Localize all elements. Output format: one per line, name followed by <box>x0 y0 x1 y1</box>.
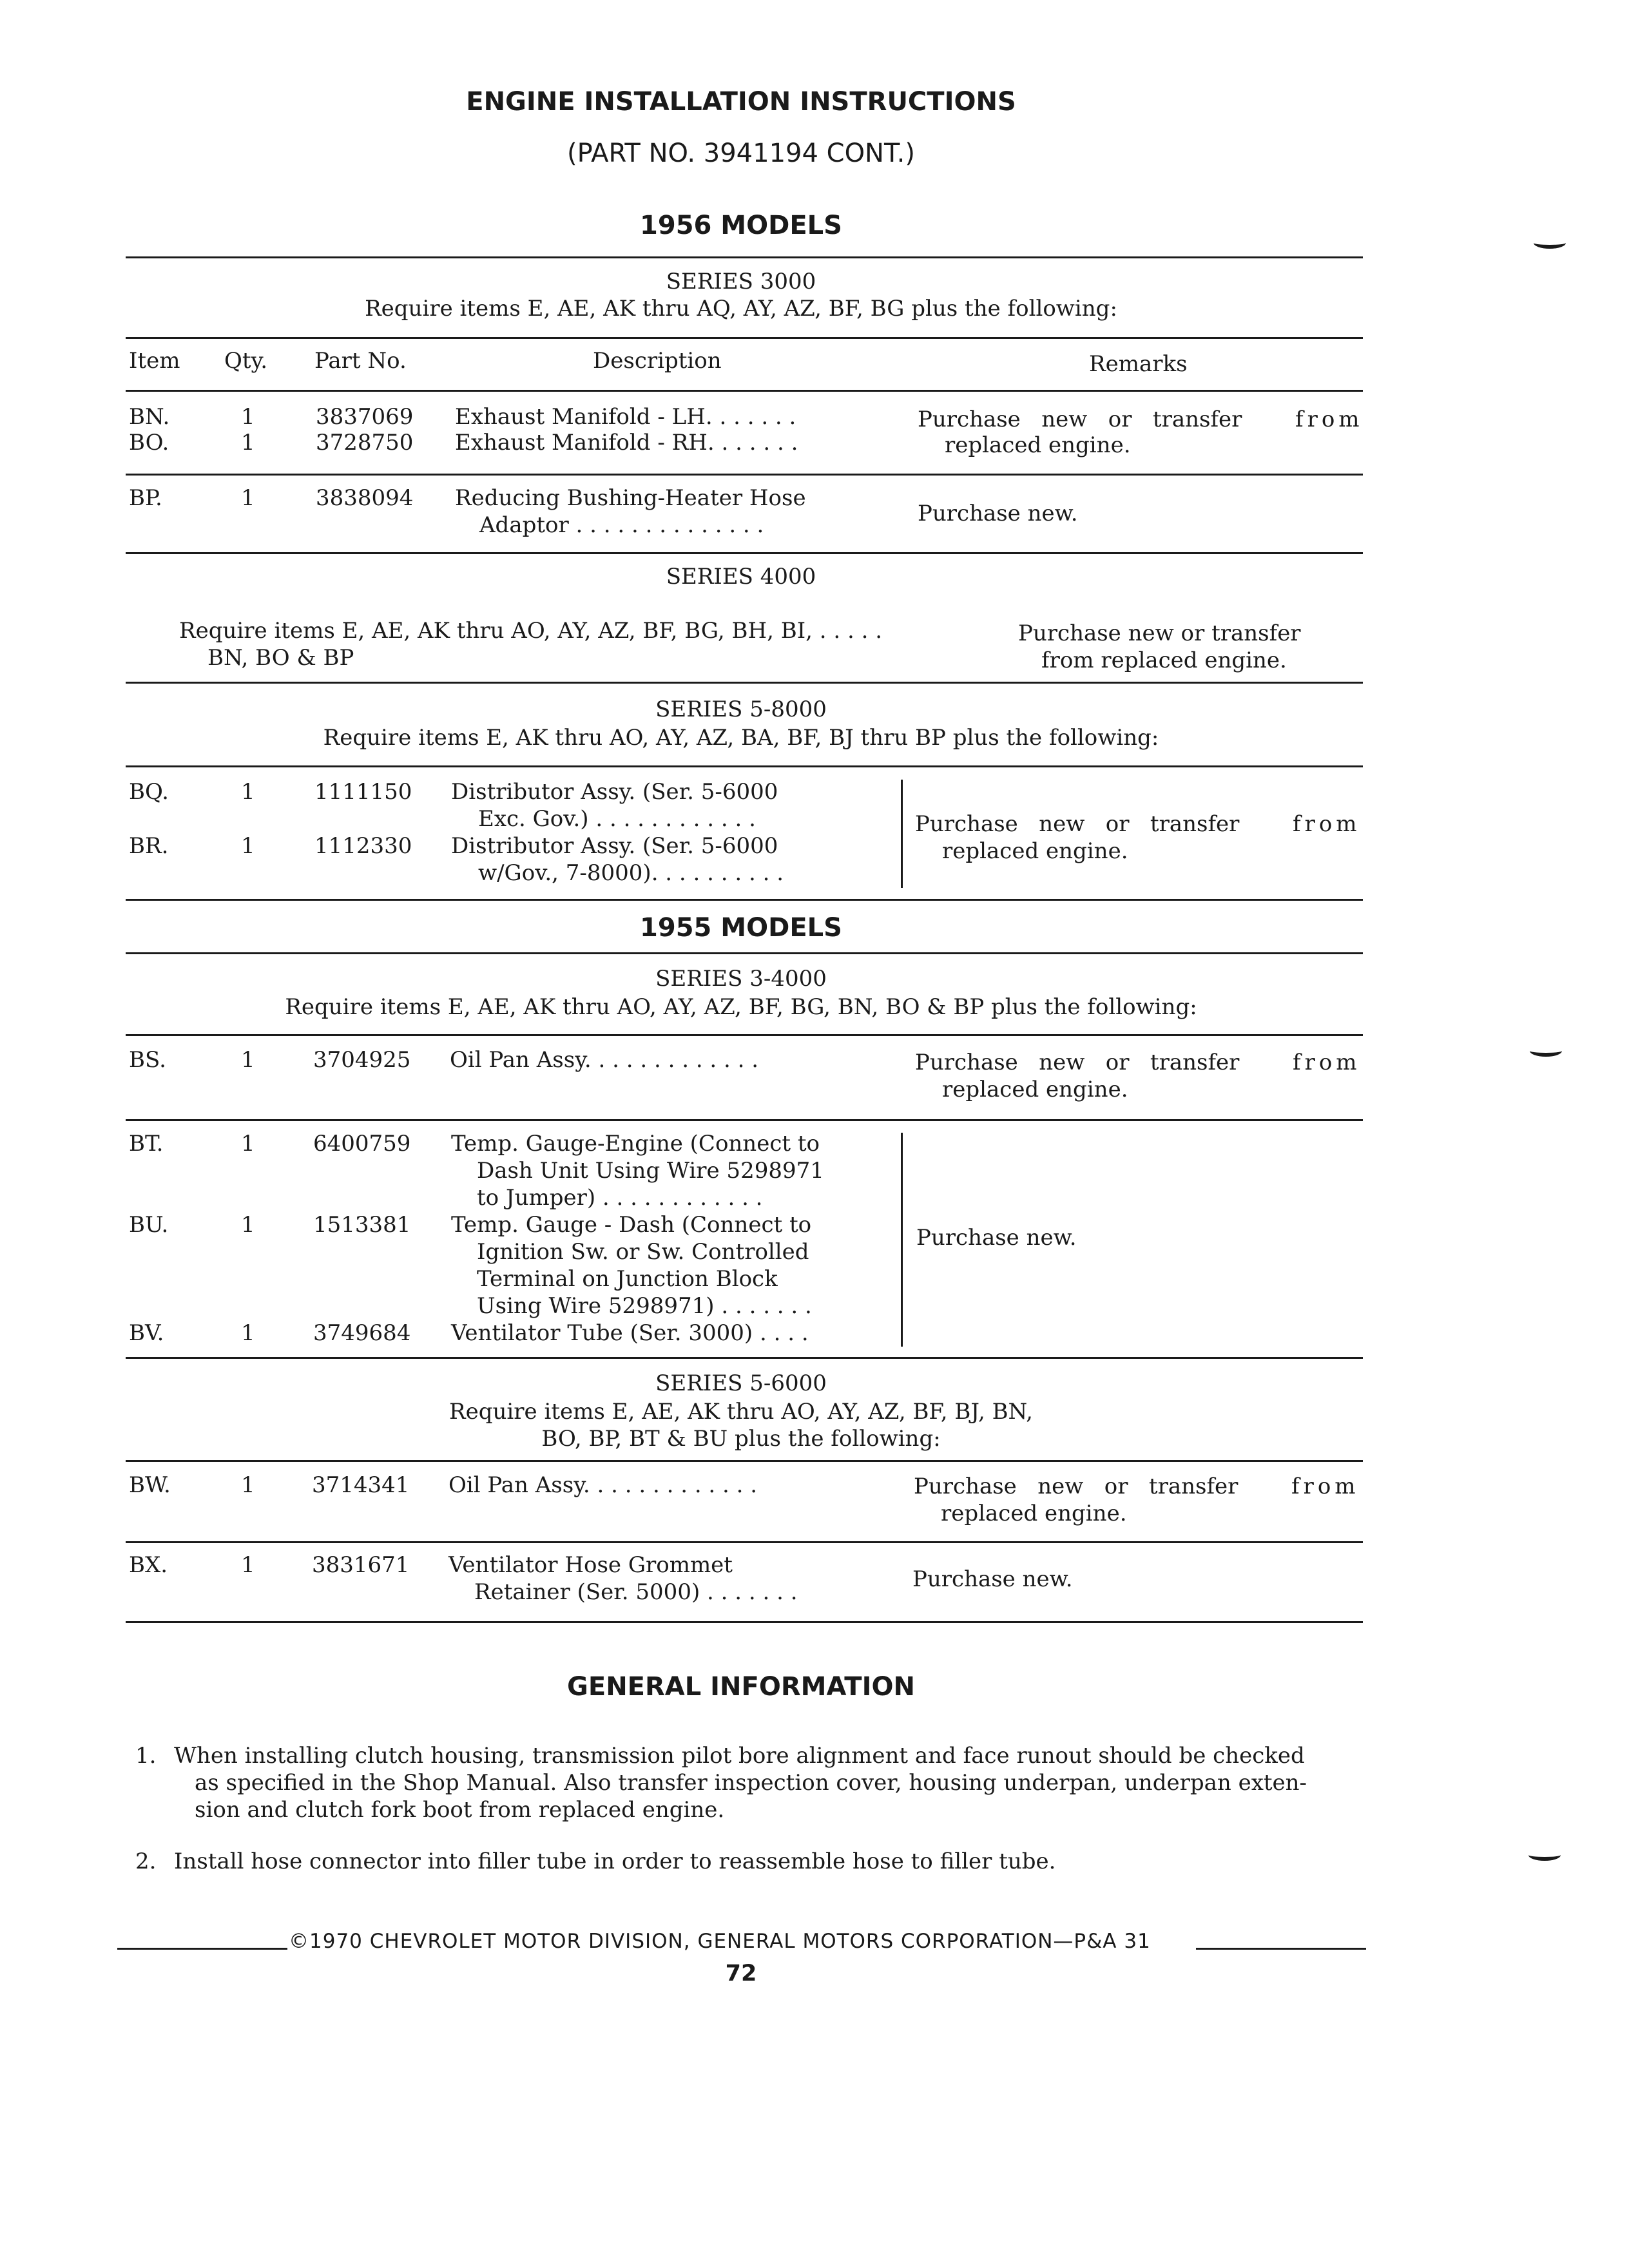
divider <box>126 474 1363 476</box>
series-requirement-4000: BN, BO & BP <box>207 645 354 671</box>
divider <box>126 682 1363 684</box>
series-requirement-5-6000: Require items E, AE, AK thru AO, AY, AZ, BF, BJ, BN, <box>449 1399 1033 1425</box>
part-number: 1111150 <box>314 779 412 805</box>
series-requirement-5-8000: Require items E, AK thru AO, AY, AZ, BA, BF, BJ thru BP plus the following: <box>323 725 1159 751</box>
item-remarks: from <box>1293 1050 1361 1075</box>
item-code: BO. <box>129 430 169 456</box>
item-code: BN. <box>129 404 170 430</box>
divider <box>126 1460 1363 1462</box>
divider <box>126 256 1363 258</box>
list-item-number: 1. <box>135 1743 157 1769</box>
document-subtitle: (PART NO. 3941194 CONT.) <box>567 139 915 168</box>
series-title-5-6000: SERIES 5-6000 <box>655 1370 827 1396</box>
binding-hole-mark <box>1530 1045 1562 1057</box>
column-header-item: Item <box>129 348 180 374</box>
item-remarks: from <box>1291 1474 1360 1499</box>
item-description: Exhaust Manifold - LH. . . . . . . <box>455 404 796 430</box>
divider <box>126 899 1363 901</box>
column-header-description: Description <box>593 348 722 374</box>
item-code: BQ. <box>129 779 169 805</box>
column-header-part-no: Part No. <box>314 348 407 374</box>
part-number: 1513381 <box>313 1212 411 1238</box>
binding-hole-mark <box>1534 237 1566 249</box>
item-description: Reducing Bushing-Heater Hose <box>455 485 806 511</box>
series-title-4000: SERIES 4000 <box>666 564 816 590</box>
list-item-text: as specified in the Shop Manual. Also transfer inspection cover, housing underpan, underpan exten- <box>195 1770 1307 1796</box>
item-code: BV. <box>129 1320 164 1346</box>
item-code: BW. <box>129 1472 171 1498</box>
item-description: Ventilator Hose Grommet <box>448 1552 733 1578</box>
item-remarks: Purchase new or transfer <box>915 1050 1240 1075</box>
item-code: BX. <box>129 1552 168 1578</box>
series-title-3000: SERIES 3000 <box>666 269 816 294</box>
item-description: Distributor Assy. (Ser. 5-6000 <box>451 833 778 859</box>
binding-hole-mark <box>1528 1849 1561 1861</box>
item-code: BU. <box>129 1212 169 1238</box>
grouping-brace <box>892 1133 903 1347</box>
item-remarks: replaced engine. <box>941 1501 1127 1526</box>
item-description: Ignition Sw. or Sw. Controlled <box>477 1239 809 1265</box>
item-description: Temp. Gauge-Engine (Connect to <box>451 1131 820 1157</box>
series-requirement-3-4000: Require items E, AE, AK thru AO, AY, AZ, BF, BG, BN, BO & BP plus the following: <box>285 994 1197 1020</box>
series-remarks-4000: Purchase new or transfer <box>1018 620 1301 646</box>
item-code: BS. <box>129 1047 166 1073</box>
item-qty: 1 <box>241 430 255 456</box>
column-header-remarks: Remarks <box>1089 351 1188 377</box>
section-heading-1956: 1956 MODELS <box>640 211 842 240</box>
list-item-text: Install hose connector into filler tube in order to reassemble hose to filler tube. <box>174 1849 1056 1874</box>
item-description: Oil Pan Assy. . . . . . . . . . . . . <box>450 1047 759 1073</box>
item-code: BT. <box>129 1131 164 1157</box>
list-item-number: 2. <box>135 1849 157 1874</box>
item-code: BR. <box>129 833 169 859</box>
item-qty: 1 <box>241 833 255 859</box>
part-number: 3704925 <box>313 1047 411 1073</box>
item-remarks: replaced engine. <box>945 432 1131 458</box>
item-qty: 1 <box>241 1472 255 1498</box>
section-heading-1955: 1955 MODELS <box>640 913 842 943</box>
item-qty: 1 <box>241 779 255 805</box>
item-code: BP. <box>129 485 162 511</box>
general-information-heading: GENERAL INFORMATION <box>567 1672 915 1702</box>
list-item-text: When installing clutch housing, transmission pilot bore alignment and face runout should be checked <box>174 1743 1305 1769</box>
item-description: Exhaust Manifold - RH. . . . . . . <box>455 430 798 456</box>
item-remarks: Purchase new or transfer <box>918 407 1242 432</box>
item-qty: 1 <box>241 1212 255 1238</box>
item-description: Oil Pan Assy. . . . . . . . . . . . . <box>448 1472 758 1498</box>
item-remarks: Purchase new. <box>916 1225 1077 1251</box>
item-description: Using Wire 5298971) . . . . . . . <box>477 1293 812 1319</box>
divider <box>126 952 1363 954</box>
divider <box>126 1119 1363 1121</box>
item-description: Distributor Assy. (Ser. 5-6000 <box>451 779 778 805</box>
list-item-text: sion and clutch fork boot from replaced engine. <box>195 1797 725 1823</box>
item-qty: 1 <box>241 1047 255 1073</box>
series-title-5-8000: SERIES 5-8000 <box>655 697 827 722</box>
divider <box>126 552 1363 554</box>
part-number: 3714341 <box>312 1472 410 1498</box>
part-number: 3838094 <box>316 485 414 511</box>
item-qty: 1 <box>241 485 255 511</box>
divider <box>126 765 1363 767</box>
part-number: 3837069 <box>316 404 414 430</box>
part-number: 3749684 <box>313 1320 411 1346</box>
page-number: 72 <box>725 1961 757 1986</box>
item-description: Dash Unit Using Wire 5298971 <box>477 1158 824 1184</box>
footer-rule-right <box>1196 1948 1366 1950</box>
series-requirement-3000: Require items E, AE, AK thru AQ, AY, AZ, BF, BG plus the following: <box>365 296 1117 322</box>
item-remarks: replaced engine. <box>942 838 1128 864</box>
divider <box>126 1621 1363 1623</box>
item-remarks: from <box>1293 811 1361 837</box>
item-description: Ventilator Tube (Ser. 3000) . . . . <box>451 1320 809 1346</box>
item-description: w/Gov., 7-8000). . . . . . . . . . <box>478 860 784 886</box>
divider <box>126 1357 1363 1359</box>
item-description: Temp. Gauge - Dash (Connect to <box>451 1212 812 1238</box>
grouping-brace <box>892 780 903 888</box>
item-remarks: Purchase new or transfer <box>915 811 1240 837</box>
item-description: Exc. Gov.) . . . . . . . . . . . . <box>478 806 756 832</box>
document-title: ENGINE INSTALLATION INSTRUCTIONS <box>466 87 1016 117</box>
item-description: Retainer (Ser. 5000) . . . . . . . <box>474 1579 798 1605</box>
part-number: 6400759 <box>313 1131 411 1157</box>
part-number: 3728750 <box>316 430 414 456</box>
item-remarks: Purchase new. <box>912 1566 1073 1592</box>
part-number: 1112330 <box>314 833 412 859</box>
series-requirement-4000: Require items E, AE, AK thru AO, AY, AZ, BF, BG, BH, BI, . . . . . <box>179 618 883 644</box>
item-remarks: Purchase new or transfer <box>914 1474 1239 1499</box>
divider <box>126 337 1363 339</box>
series-remarks-4000: from replaced engine. <box>1041 648 1287 673</box>
item-description: Terminal on Junction Block <box>477 1266 778 1292</box>
footer-copyright: ©1970 CHEVROLET MOTOR DIVISION, GENERAL MOTORS CORPORATION—P&A 31 <box>289 1930 1151 1953</box>
footer-rule-left <box>117 1948 287 1950</box>
column-header-qty: Qty. <box>224 348 268 374</box>
item-remarks: Purchase new. <box>918 501 1078 526</box>
item-qty: 1 <box>241 1131 255 1157</box>
item-remarks: from <box>1295 407 1364 432</box>
divider <box>126 1034 1363 1036</box>
divider <box>126 390 1363 392</box>
item-qty: 1 <box>241 1552 255 1578</box>
item-description: to Jumper) . . . . . . . . . . . . <box>477 1185 763 1211</box>
item-remarks: replaced engine. <box>942 1077 1128 1102</box>
part-number: 3831671 <box>312 1552 410 1578</box>
item-qty: 1 <box>241 404 255 430</box>
item-qty: 1 <box>241 1320 255 1346</box>
item-description: Adaptor . . . . . . . . . . . . . . <box>479 512 764 538</box>
divider <box>126 1541 1363 1543</box>
series-requirement-5-6000: BO, BP, BT & BU plus the following: <box>541 1426 941 1452</box>
series-title-3-4000: SERIES 3-4000 <box>655 966 827 992</box>
